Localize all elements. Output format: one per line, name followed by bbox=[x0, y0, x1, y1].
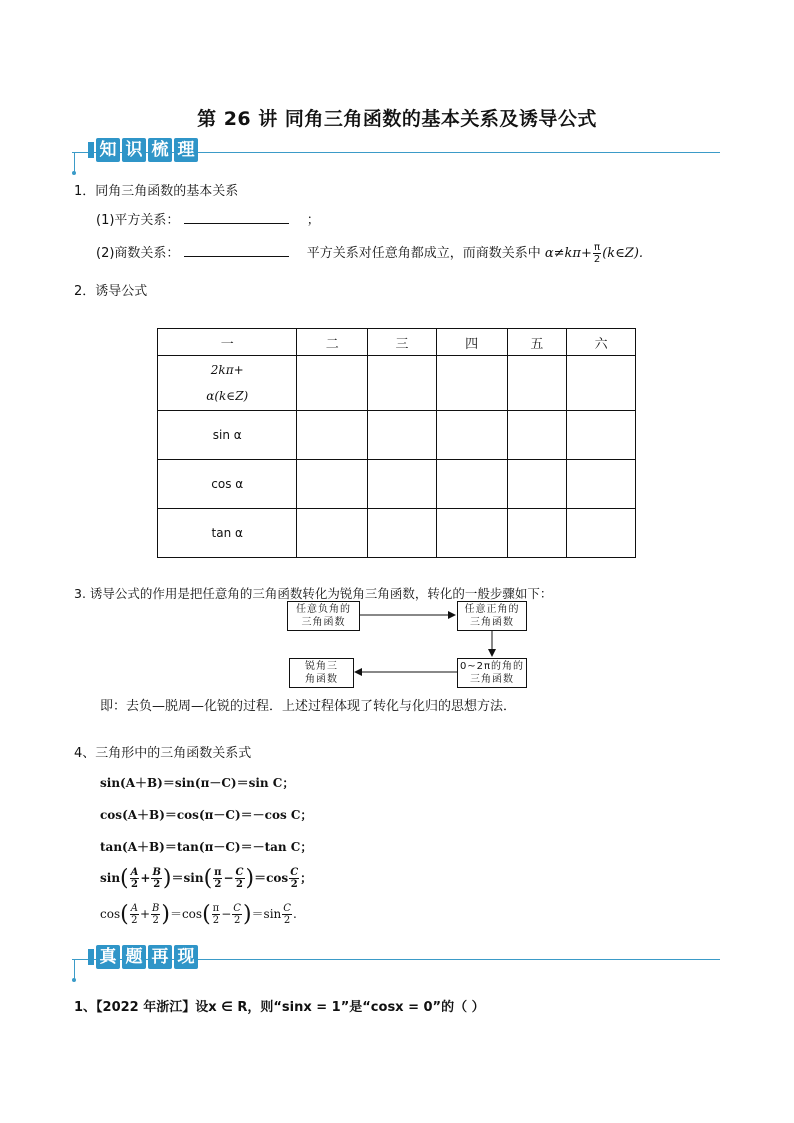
table-cell bbox=[368, 460, 437, 509]
table-header: 四 bbox=[436, 329, 507, 356]
condition-post: (k∈Z). bbox=[602, 246, 644, 261]
formula-sin: sin(A＋B)＝sin(π－C)＝sin C； bbox=[100, 776, 295, 790]
table-cell bbox=[297, 460, 368, 509]
table-cell bbox=[507, 356, 567, 411]
table-cell bbox=[297, 356, 368, 411]
banner-char: 梳 bbox=[148, 138, 172, 162]
table-header: 三 bbox=[368, 329, 437, 356]
banner-char: 识 bbox=[122, 138, 146, 162]
row-label: sin α bbox=[158, 411, 297, 460]
formula-cos-half: cos( $\frac{A}{2}$ + $\frac{B}{2}$ )＝cos( $\frac{\pi}{2}$ − $\frac{C}{2}$ )＝sin $\frac{C}{2}$ . bbox=[100, 902, 297, 927]
answer-blank bbox=[184, 209, 289, 224]
quotient-relation bbox=[96, 242, 643, 265]
row-label: 2kπ+ α(k∈Z) bbox=[158, 356, 297, 411]
flow-box-acute: 锐角三 角函数 bbox=[289, 658, 354, 688]
formula-cos: cos(A＋B)＝cos(π－C)＝－cos C； bbox=[100, 808, 313, 822]
exam-banner bbox=[72, 945, 720, 969]
square-relation-label: (1)平方关系： bbox=[96, 213, 180, 228]
answer-blank bbox=[184, 242, 289, 257]
table-cell bbox=[436, 411, 507, 460]
flow-box-negative: 任意负角的 三角函数 bbox=[287, 601, 360, 631]
flow-box-0-2pi: 0~2π的角的 三角函数 bbox=[457, 658, 527, 688]
section3-note: 即：去负—脱周—化锐的过程．上述过程体现了转化与化归的思想方法． bbox=[100, 699, 517, 714]
page-title: 第 26 讲 同角三角函数的基本关系及诱导公式 bbox=[197, 108, 597, 130]
banner-char: 知 bbox=[96, 138, 120, 162]
flow-box-positive: 任意正角的 三角函数 bbox=[457, 601, 527, 631]
banner-char: 题 bbox=[122, 945, 146, 969]
table-cell bbox=[436, 460, 507, 509]
table-cell bbox=[297, 411, 368, 460]
formula-sin-half: sin( $\frac{A}{2}$ + $\frac{B}{2}$ )＝sin( $\frac{\pi}{2}$ − $\frac{C}{2}$ )＝cos $\frac{C}{2}$ ； bbox=[100, 866, 313, 891]
table-cell bbox=[507, 509, 567, 558]
pi-over-2: $\frac{\pi}{2}$ bbox=[593, 242, 601, 265]
table-cell bbox=[368, 356, 437, 411]
table-cell bbox=[368, 411, 437, 460]
induction-table bbox=[157, 328, 636, 558]
table-cell bbox=[297, 509, 368, 558]
table-cell bbox=[567, 356, 636, 411]
flowchart-arrows bbox=[280, 595, 540, 695]
section2-heading: 2．诱导公式 bbox=[74, 284, 148, 299]
table-header: 一 bbox=[158, 329, 297, 356]
table-cell bbox=[436, 509, 507, 558]
table-cell bbox=[436, 356, 507, 411]
section1-heading: 1．同角三角函数的基本关系 bbox=[74, 184, 239, 199]
section3-heading: 3. 诱导公式的作用是把任意角的三角函数转化为锐角三角函数，转化的一般步骤如下： bbox=[74, 586, 553, 601]
banner-char: 理 bbox=[174, 138, 198, 162]
table-cell bbox=[507, 411, 567, 460]
quotient-relation-label: (2)商数关系： bbox=[96, 246, 180, 261]
knowledge-banner bbox=[72, 138, 720, 162]
section4-heading: 4、三角形中的三角函数关系式 bbox=[74, 746, 252, 761]
question-1: 1、【2022 年浙江】设x ∈ R，则“sinx = 1”是“cosx = 0”的（ ） bbox=[74, 1000, 485, 1015]
row-label: cos α bbox=[158, 460, 297, 509]
table-header: 二 bbox=[297, 329, 368, 356]
formula-tan: tan(A＋B)＝tan(π－C)＝－tan C； bbox=[100, 840, 313, 854]
table-header: 六 bbox=[567, 329, 636, 356]
banner-char: 真 bbox=[96, 945, 120, 969]
banner-char: 现 bbox=[174, 945, 198, 969]
quotient-note: 平方关系对任意角都成立，而商数关系中 bbox=[306, 246, 541, 261]
banner-char: 再 bbox=[148, 945, 172, 969]
table-header: 五 bbox=[507, 329, 567, 356]
table-cell bbox=[567, 509, 636, 558]
table-cell bbox=[507, 460, 567, 509]
table-cell bbox=[368, 509, 437, 558]
punctuation: ； bbox=[306, 213, 320, 228]
table-cell bbox=[567, 460, 636, 509]
row-label: tan α bbox=[158, 509, 297, 558]
condition-pre: α≠kπ+ bbox=[544, 246, 592, 261]
table-cell bbox=[567, 411, 636, 460]
square-relation bbox=[96, 209, 320, 228]
